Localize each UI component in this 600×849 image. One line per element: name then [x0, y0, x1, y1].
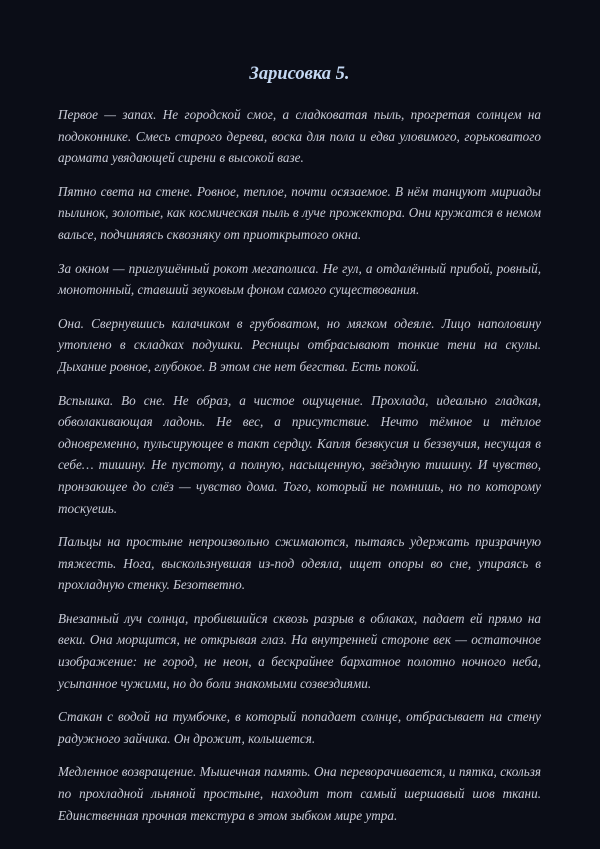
paragraph-3: За окном — приглушённый рокот мегаполиса. Не гул, а отдалённый прибой, ровный, монотонный, ставший звуковым фоном самого существования.: [58, 260, 541, 298]
paragraph-8: Стакан с водой на тумбочке, в который попадает солнце, отбрасывает на стену радужного зайчика. Он дрожит, колышется.: [58, 709, 541, 746]
paragraph-1: Первое — запах. Не городской смог, а сладковатая пыль, прогретая солнцем на подоконнике. Смесь старого дерева, воска для пола и едва уловимого, горьковатого аромата увядающей сирени в высокой вазе.: [58, 107, 541, 166]
paragraph-4: Она. Свернувшись калачиком в грубоватом, но мягком одеяле. Лицо наполовину утоплено в складках подушки. Ресницы отбрасывают тонкие тени на скулы. Дыхание ровное, глубокое. В этом сне нет бегства. Есть покой.: [58, 315, 541, 374]
document-page: [58, 60, 541, 838]
paragraph-6: Пальцы на простыне непроизвольно сжимаются, пытаясь удержать призрачную тяжесть. Нога, выскользнувшая из-под одеяла, ищет опоры во сне, упираясь в прохладную стенку. Безответно.: [58, 534, 541, 593]
paragraph-7: Внезапный луч солнца, пробившийся сквозь разрыв в облаках, падает ей прямо на веки. Она морщится, не открывая глаз. На внутренней стороне век — остаточное изображение: не город, не неон, а бескрайнее бархатное полотно ночного неба, усыпанное чужими, но до боли знакомыми созвездиями.: [58, 610, 541, 691]
paragraph-2: Пятно света на стене. Ровное, теплое, почти осязаемое. В нём танцуют мириады пылинок, золотые, как космическая пыль в луче прожектора. Они кружатся в немом вальсе, подчиняясь сквозняку от приоткрытого окна.: [58, 183, 541, 242]
paragraph-9: Медленное возвращение. Мышечная память. Она переворачивается, и пятка, скользя по прохладной льняной простыне, находит тот самый шершавый шов ткани. Единственная прочная текстура в этом зыбком мире утра.: [58, 764, 541, 823]
page-title: Зарисовка 5.: [249, 64, 350, 84]
paragraph-5: Вспышка. Во сне. Не образ, а чистое ощущение. Прохлада, идеально гладкая, обволакивающая ладонь. Не вес, а присутствие. Нечто тёмное и тёплое одновременно, пульсирующее в такт сердцу. Капля безвкусия и беззвучия, несущая в себе… тишину. Не пустоту, а полную, насыщенную, звёздную тишину. И чувство, пронзающее до слёз — чувство дома. Того, который не помнишь, но по которому тоскуешь.: [58, 392, 541, 516]
